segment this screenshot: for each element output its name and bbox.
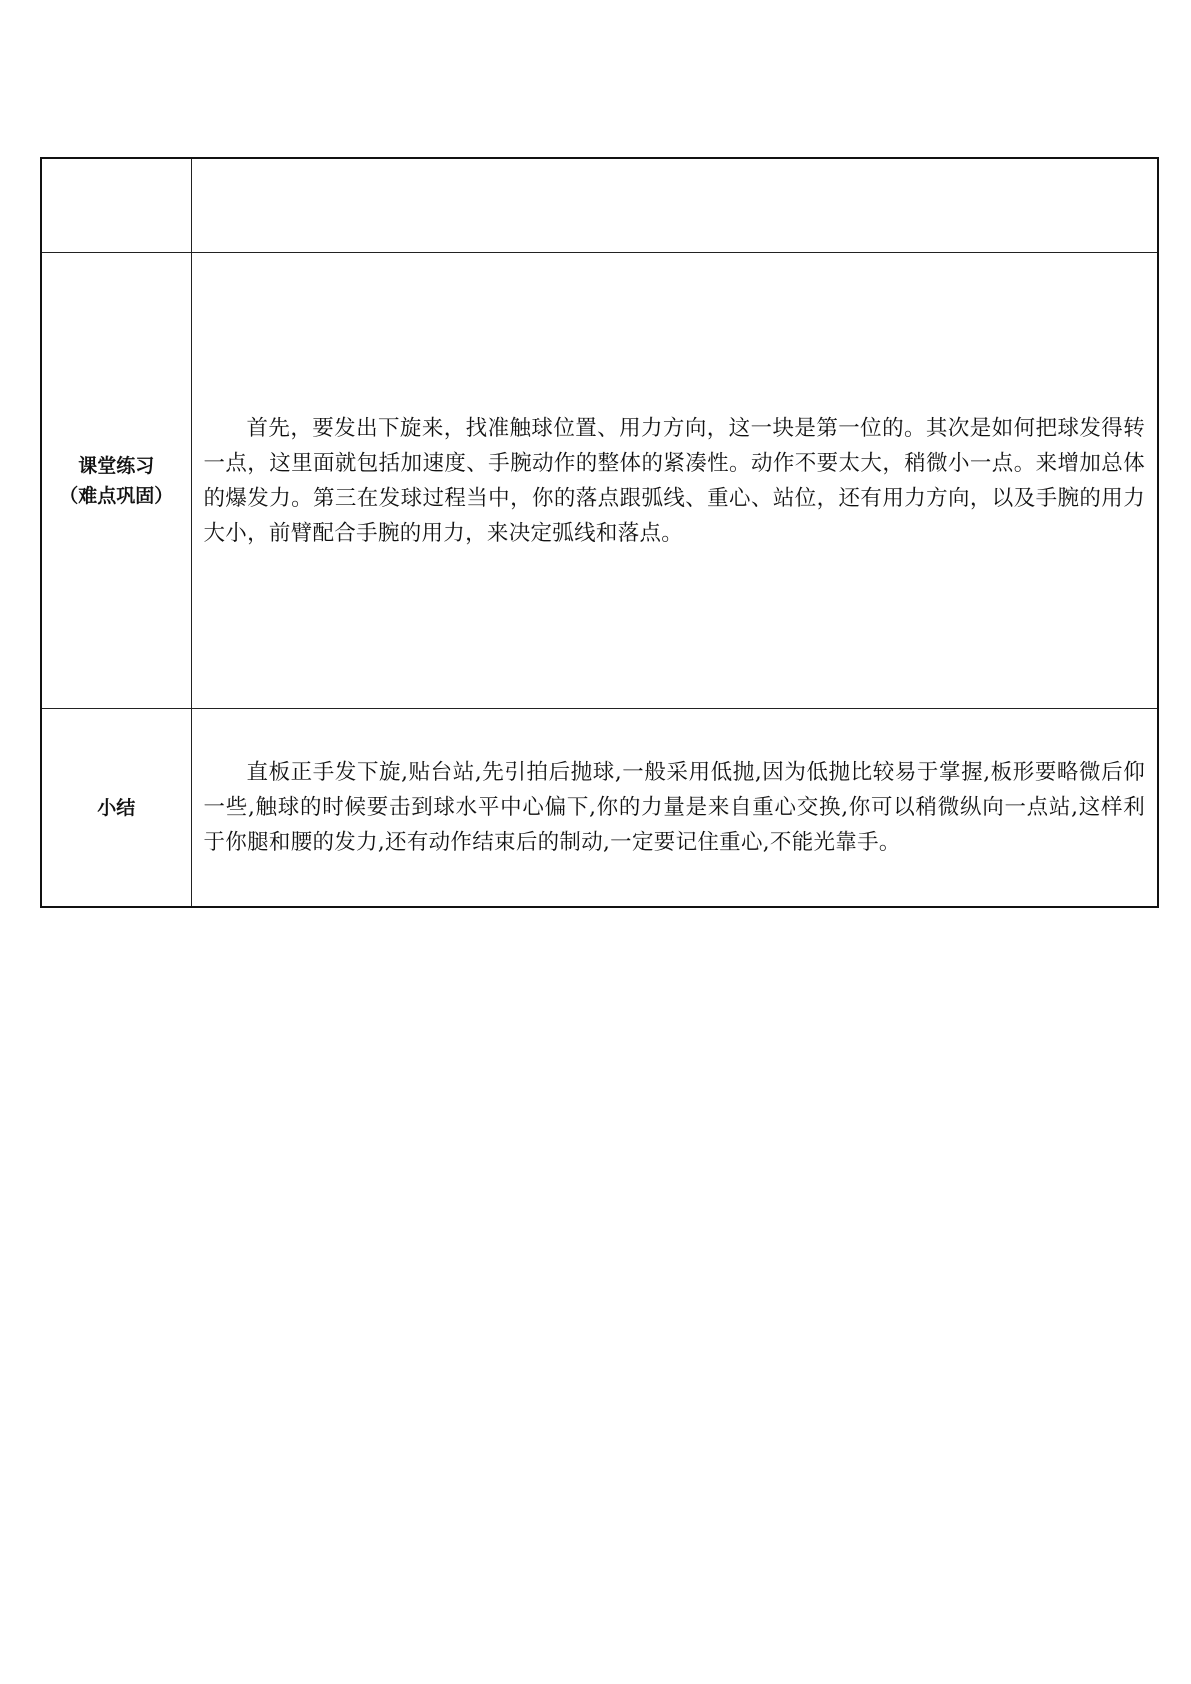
lesson-plan-table — [40, 157, 1159, 908]
row-label-summary — [41, 709, 191, 908]
summary-paragraph: 直板正手发下旋,贴台站,先引拍后抛球,一般采用低抛,因为低抛比较易于掌握,板形要略微后仰一些,触球的时候要击到球水平中心偏下,你的力量是来自重心交换,你可以稍微纵向一点站,这样利于你腿和腰的发力,还有动作结束后的制动,一定要记住重心,不能光靠手。 — [203, 760, 1145, 855]
label-line: （难点巩固） — [59, 484, 174, 507]
row-content-classroom-practice — [191, 253, 1158, 709]
label-line: 小结 — [97, 796, 136, 819]
row-label-empty — [41, 158, 191, 253]
table-row — [41, 158, 1158, 253]
row-content-empty — [191, 158, 1158, 253]
row-label-classroom-practice — [41, 253, 191, 709]
table-row — [41, 709, 1158, 908]
label-line: 课堂练习 — [78, 454, 155, 477]
practice-paragraph: 首先，要发出下旋来，找准触球位置、用力方向，这一块是第一位的。其次是如何把球发得转一点，这里面就包括加速度、手腕动作的整体的紧凑性。动作不要太大，稍微小一点。来增加总体的爆发力。第三在发球过程当中，你的落点跟弧线、重心、站位，还有用力方向，以及手腕的用力大小，前臂配合手腕的用力，来决定弧线和落点。 — [203, 415, 1145, 546]
table-row — [41, 253, 1158, 709]
row-content-summary — [191, 709, 1158, 908]
